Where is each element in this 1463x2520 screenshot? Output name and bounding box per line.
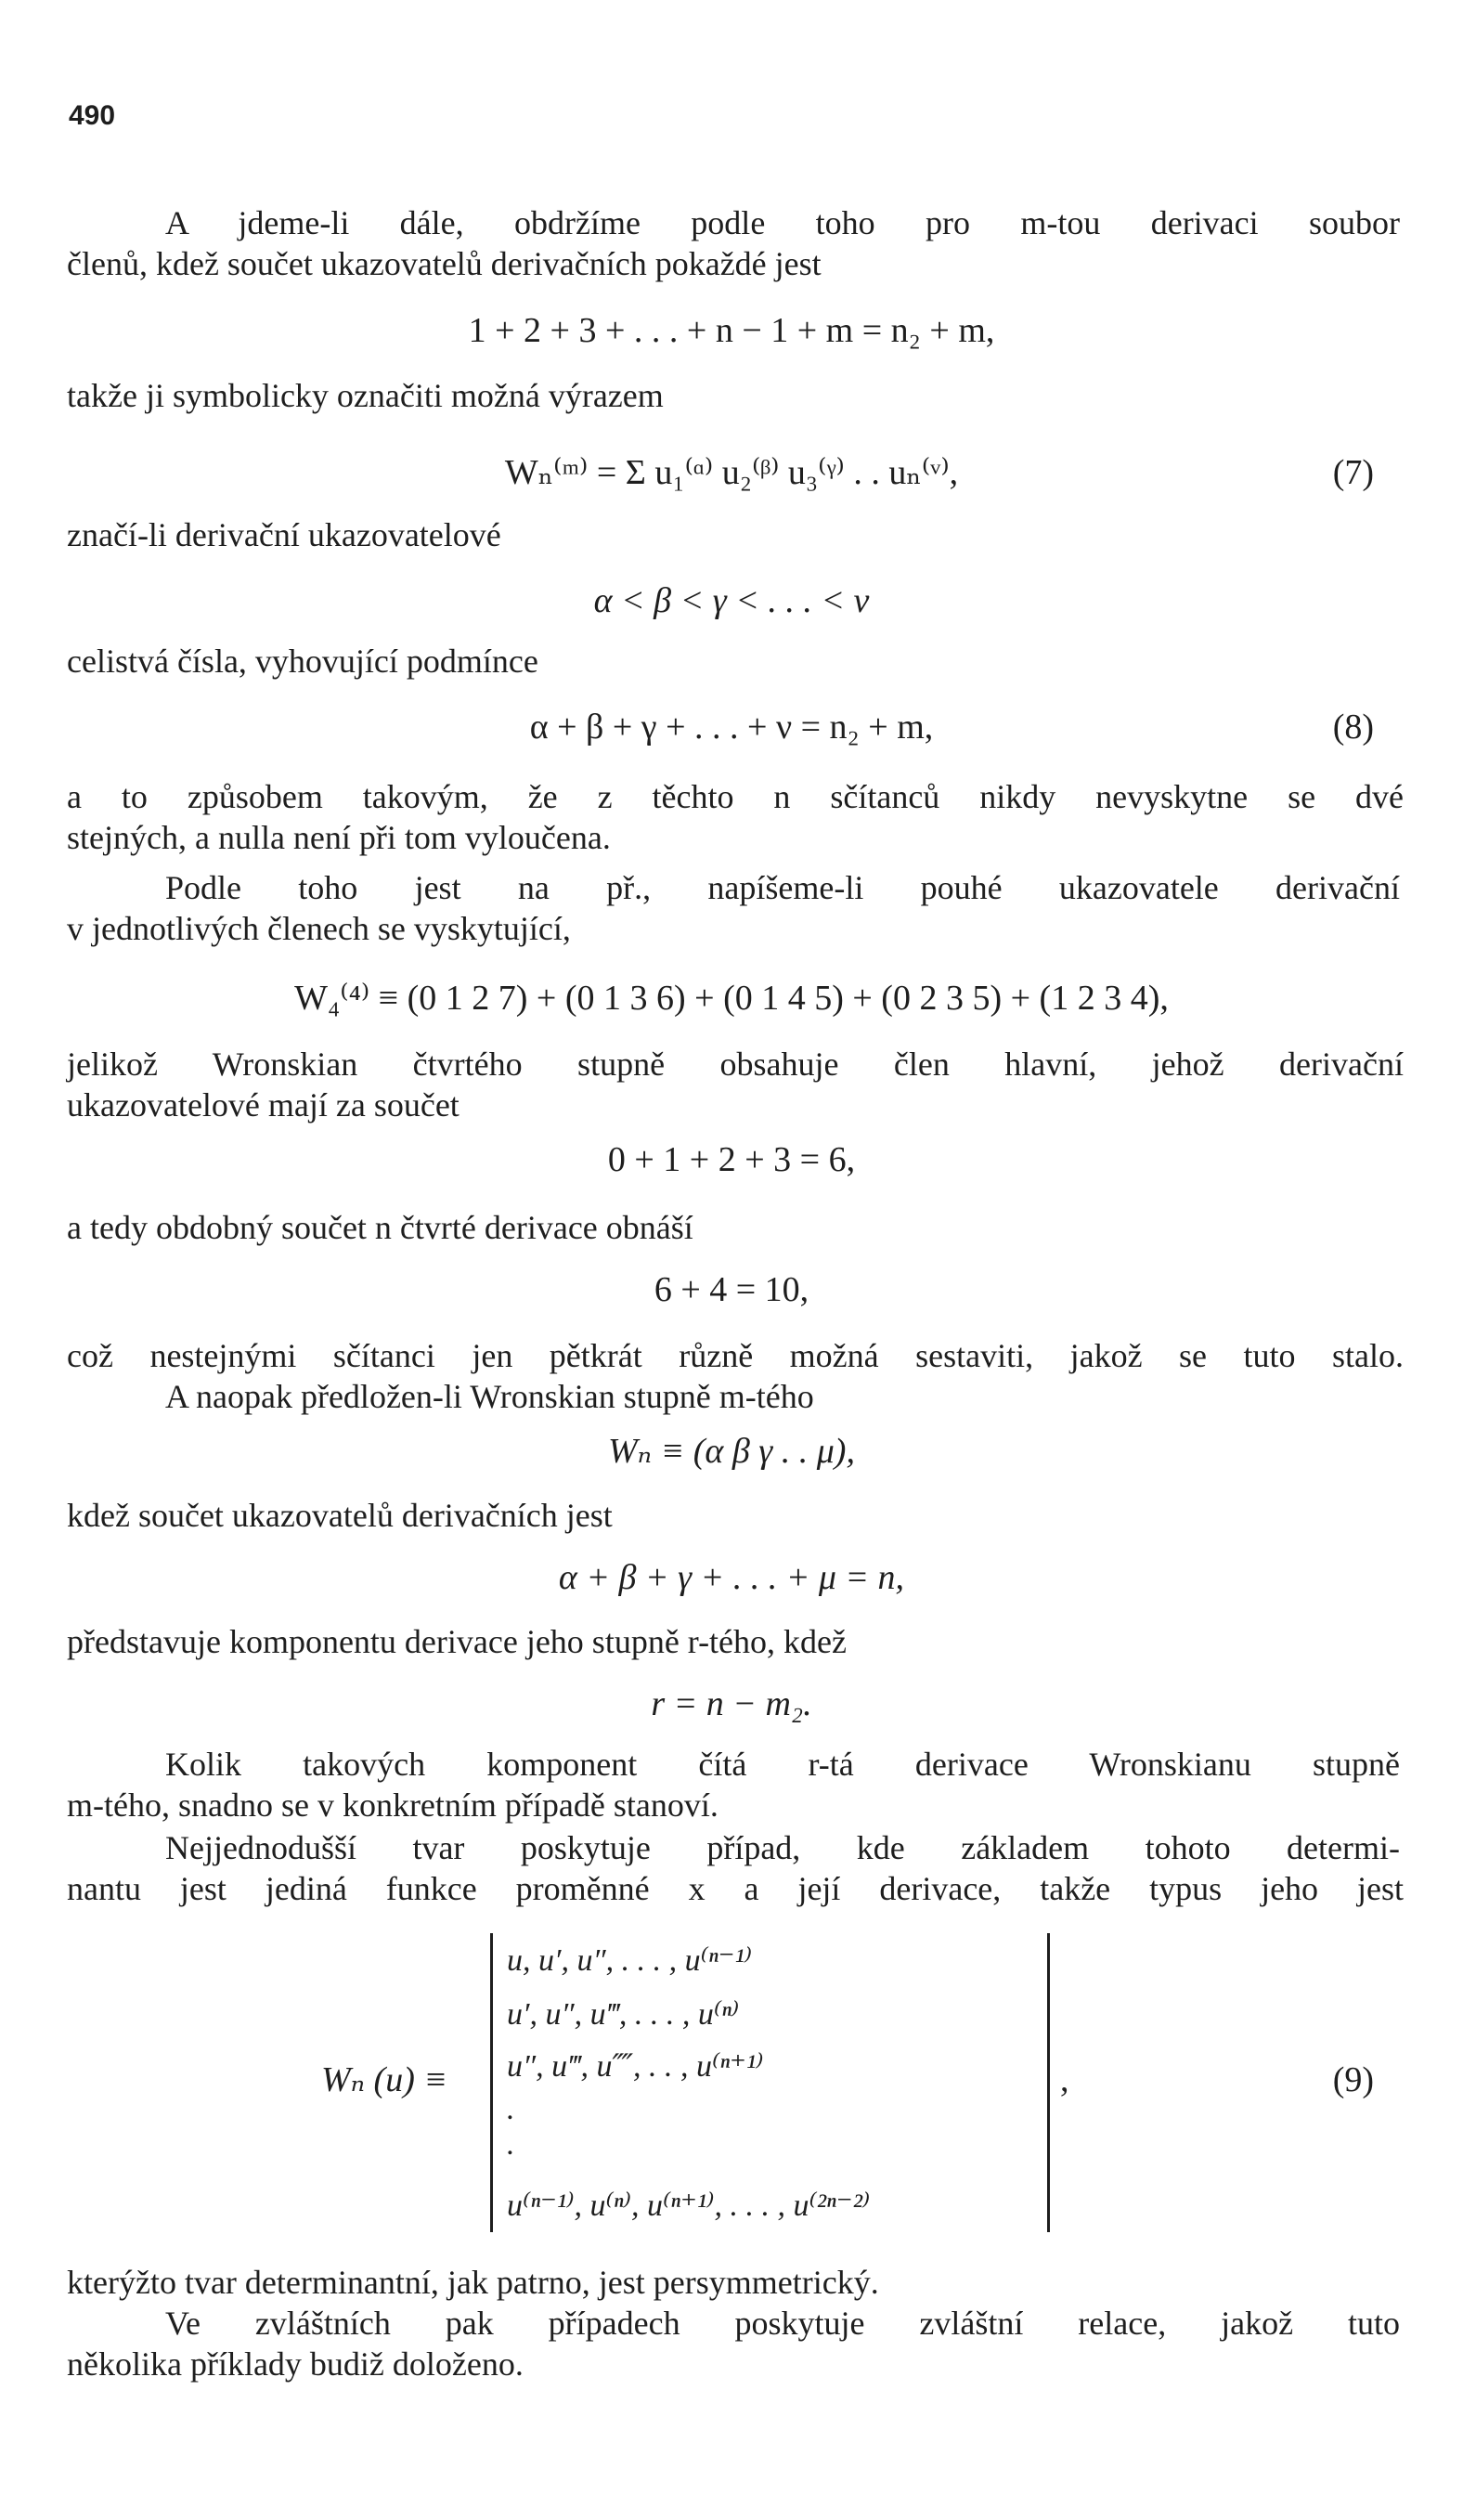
determinant-row: u, u′, u″, . . . , u⁽ⁿ⁻¹⁾: [507, 1943, 753, 1978]
determinant-comma: ,: [1060, 2060, 1069, 2099]
formula-sum6: 0 + 1 + 2 + 3 = 6,: [607, 1140, 856, 1179]
formula-order: α < β < γ < . . . < ν: [593, 581, 870, 620]
text-line: A jdeme-li dále, obdržíme podle toho pro m-tou derivaci soubor: [165, 204, 1400, 241]
text-line: několika příklady budiž doloženo.: [67, 2345, 524, 2383]
formula-sum10: 6 + 4 = 10,: [654, 1270, 809, 1309]
text-line: jelikož Wronskian čtvrtého stupně obsahuje člen hlavní, jehož derivační: [67, 1046, 1404, 1083]
formula-wn: Wₙ ≡ (α β γ . . μ),: [608, 1432, 855, 1471]
text-line: stejných, a nulla není při tom vyloučena.: [67, 819, 611, 856]
text-line: a to způsobem takovým, že z těchto n sčítanců nikdy nevyskytne se dvé: [67, 778, 1404, 815]
text-line: a tedy obdobný součet n čtvrté derivace obnáší: [67, 1209, 693, 1246]
determinant-left-bar: [490, 1933, 493, 2232]
text-line: značí-li derivační ukazovatelové: [67, 516, 501, 553]
text-line: v jednotlivých členech se vyskytující,: [67, 910, 571, 947]
text-line: celistvá čísla, vyhovující podmínce: [67, 643, 538, 680]
formula-w-sum: Wₙ⁽ᵐ⁾ = Σ u₁⁽ᵅ⁾ u₂⁽ᵝ⁾ u₃⁽ᵞ⁾ . . uₙ⁽ᵛ⁾,: [504, 453, 959, 492]
formula-sum: 1 + 2 + 3 + . . . + n − 1 + m = n₂ + m,: [468, 311, 995, 350]
text-line: nantu jest jediná funkce proměnné x a její derivace, takže typus jeho jest: [67, 1870, 1404, 1907]
formula-condition: α + β + γ + . . . + ν = n₂ + m,: [529, 708, 934, 747]
text-line: členů, kdež součet ukazovatelů derivačních pokaždé jest: [67, 245, 822, 282]
formula-r: r = n − m₂.: [651, 1684, 812, 1723]
determinant-row: .: [507, 2127, 515, 2162]
text-line: takže ji symbolicky označiti možná výrazem: [67, 377, 664, 414]
equation-number-9: (9): [1332, 2060, 1374, 2099]
determinant-row: .: [507, 2092, 515, 2126]
page-number: 490: [69, 100, 116, 131]
equation-number-7: (7): [1332, 453, 1374, 492]
equation-number-8: (8): [1332, 708, 1374, 747]
determinant-right-bar: [1047, 1933, 1050, 2232]
formula-w4: W₄⁽⁴⁾ ≡ (0 1 2 7) + (0 1 3 6) + (0 1 4 5) + (0 2 3 5) + (1 2 3 4),: [294, 979, 1169, 1018]
text-line: což nestejnými sčítanci jen pětkrát různě možná sestaviti, jakož se tuto stalo.: [67, 1337, 1404, 1374]
text-line: Ve zvláštních pak případech poskytuje zvláštní relace, jakož tuto: [165, 2305, 1400, 2342]
text-line: Kolik takových komponent čítá r-tá derivace Wronskianu stupně: [165, 1746, 1400, 1783]
determinant-row: u′, u″, u‴, . . . , u⁽ⁿ⁾: [507, 1997, 740, 2032]
text-line: m-tého, snadno se v konkretním případě stanoví.: [67, 1786, 719, 1824]
determinant-row: u″, u‴, u⁗, . . , u⁽ⁿ⁺¹⁾: [507, 2049, 764, 2084]
determinant-row: u⁽ⁿ⁻¹⁾, u⁽ⁿ⁾, u⁽ⁿ⁺¹⁾, . . . , u⁽²ⁿ⁻²⁾: [507, 2189, 871, 2223]
text-line: Nejjednodušší tvar poskytuje případ, kde základem tohoto determi-: [165, 1829, 1400, 1866]
formula-condition-2: α + β + γ + . . . + μ = n,: [558, 1558, 905, 1597]
text-line: představuje komponentu derivace jeho stupně r-tého, kdež: [67, 1623, 847, 1660]
text-line: kterýžto tvar determinantní, jak patrno, jest persymmetrický.: [67, 2264, 879, 2301]
text-line: A naopak předložen-li Wronskian stupně m-tého: [165, 1378, 814, 1415]
text-line: kdež součet ukazovatelů derivačních jest: [67, 1497, 613, 1534]
text-line: Podle toho jest na př., napíšeme-li pouhé ukazovatele derivační: [165, 869, 1400, 906]
text-line: ukazovatelové mají za součet: [67, 1086, 460, 1124]
determinant-lhs: Wₙ (u) ≡: [321, 2060, 448, 2099]
